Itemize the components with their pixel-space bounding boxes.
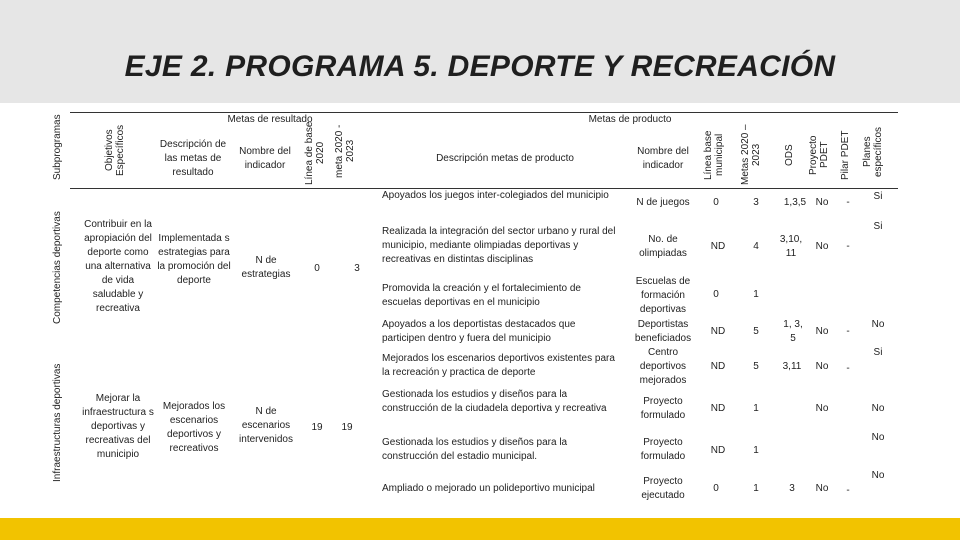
header-pilar: Pilar PDET	[840, 130, 851, 180]
product-2-indicador: No. de olimpiadas	[639, 234, 687, 259]
product-5-planes: Si	[873, 347, 883, 358]
product-8-pilar: -	[846, 485, 850, 496]
product-8-desc: Ampliado o mejorado un polideportivo municipal	[382, 483, 595, 494]
result-1-objetivo: Contribuir en la apropiación del deporte como una alternativa de vida saludable y recreativa	[84, 219, 152, 314]
product-1-planes: Si	[873, 191, 883, 202]
product-2-planes: Si	[873, 221, 883, 232]
product-2-ods: 3,10, 11	[779, 234, 803, 259]
product-5-base: ND	[710, 361, 726, 372]
product-7-planes: No	[871, 432, 885, 443]
product-6-pdet: No	[815, 403, 829, 414]
product-4-ods: 1, 3, 5	[783, 319, 803, 344]
product-4-meta: 5	[753, 326, 759, 337]
product-8-ods: 3	[789, 483, 795, 494]
header-metas-producto-periodo: Metas 2020 – 2023	[740, 124, 762, 186]
side-label-infraestructuras: Infraestructuras deportivas	[52, 363, 63, 482]
product-4-desc: Apoyados a los deportistas destacados que participen dentro y fuera del municipio	[382, 319, 576, 344]
product-5-indicador: Centro deportivos mejorados	[639, 347, 687, 386]
product-8-meta: 1	[753, 483, 759, 494]
header-meta-resultado: meta 2020 - 2023	[334, 124, 356, 178]
result-2-objetivo: Mejorar la infraestructura s deportivas y recreativas del municipio	[82, 393, 154, 460]
product-1-pdet: No	[815, 197, 829, 208]
product-4-planes: No	[871, 319, 885, 330]
header-pdet: Proyecto PDET	[808, 135, 830, 175]
result-2-descripcion: Mejorados los escenarios deportivos y recreativos	[162, 401, 226, 454]
header-objetivos: Objetivos Específicos	[104, 124, 126, 176]
result-2-indicador: N de escenarios intervenidos	[239, 406, 293, 445]
product-7-desc: Gestionada los estudios y diseños para la construcción del estadio municipal.	[382, 437, 568, 462]
result-1-meta: 3	[354, 263, 360, 274]
product-6-indicador: Proyecto formulado	[640, 396, 686, 421]
product-7-indicador: Proyecto formulado	[640, 437, 686, 462]
header-desc-resultado: Descripción de las metas de resultado	[159, 139, 227, 178]
header-metas-producto: Metas de producto	[588, 114, 672, 125]
product-3-indicador: Escuelas de formación deportivas	[635, 276, 691, 315]
header-ods: ODS	[784, 144, 795, 166]
header-metas-resultado: Metas de resultado	[227, 114, 313, 125]
product-4-pilar: -	[846, 326, 850, 337]
product-7-base: ND	[710, 445, 726, 456]
product-1-meta: 3	[753, 197, 759, 208]
product-1-indicador: N de juegos	[636, 197, 690, 208]
product-3-meta: 1	[753, 289, 759, 300]
result-2-base: 19	[311, 422, 323, 433]
product-1-base: 0	[713, 197, 719, 208]
product-2-base: ND	[710, 241, 726, 252]
product-6-meta: 1	[753, 403, 759, 414]
product-8-pdet: No	[815, 483, 829, 494]
product-4-indicador: Deportistas beneficiados	[634, 319, 692, 344]
product-5-pilar: -	[846, 363, 850, 374]
bottom-band	[0, 518, 960, 540]
header-indicador-producto: Nombre del indicador	[637, 146, 689, 171]
product-3-base: 0	[713, 289, 719, 300]
result-2-meta: 19	[341, 422, 353, 433]
product-2-desc: Realizada la integración del sector urbano y rural del municipio, mediante olimpiadas deportivas y recreativas en distintas disciplinas	[382, 226, 616, 265]
product-4-pdet: No	[815, 326, 829, 337]
product-2-pdet: No	[815, 241, 829, 252]
product-2-pilar: -	[846, 241, 850, 252]
product-3-desc: Promovida la creación y el fortalecimiento de escuelas deportivas en el municipio	[382, 283, 581, 308]
product-5-ods: 3,11	[782, 361, 802, 372]
result-1-descripcion: Implementada s estrategias para la promoción del deporte	[157, 233, 231, 286]
side-label-competencias: Competencias deportivas	[52, 211, 63, 324]
result-1-indicador: N de estrategias	[241, 255, 291, 280]
product-2-meta: 4	[753, 241, 759, 252]
product-8-planes: No	[871, 470, 885, 481]
result-1-base: 0	[314, 263, 320, 274]
product-6-base: ND	[710, 403, 726, 414]
header-linea-base-producto: Línea base municipal	[703, 130, 725, 180]
product-5-desc: Mejorados los escenarios deportivos existentes para la recreación y practica de deporte	[382, 353, 615, 378]
product-5-pdet: No	[815, 361, 829, 372]
page-title: EJE 2. PROGRAMA 5. DEPORTE Y RECREACIÓN	[124, 50, 836, 83]
product-8-base: 0	[713, 483, 719, 494]
header-planes: Planes específicos	[862, 126, 884, 178]
product-1-ods: 1,3,5	[783, 197, 807, 208]
header-linea-base-resultado: Línea de base 2020	[304, 121, 326, 185]
product-5-meta: 5	[753, 361, 759, 372]
side-label-subprogramas: Subprogramas	[52, 114, 63, 181]
product-1-pilar: -	[846, 197, 850, 208]
product-4-base: ND	[710, 326, 726, 337]
header-indicador-resultado: Nombre del indicador	[239, 146, 291, 171]
product-8-indicador: Proyecto ejecutado	[641, 476, 685, 501]
product-7-meta: 1	[753, 445, 759, 456]
header-desc-producto: Descripción metas de producto	[436, 153, 574, 164]
product-6-planes: No	[871, 403, 885, 414]
product-6-desc: Gestionada los estudios y diseños para la construcción de la ciudadela deportiva y recreativa	[382, 389, 607, 414]
product-1-desc: Apoyados los juegos inter-colegiados del municipio	[382, 190, 609, 201]
